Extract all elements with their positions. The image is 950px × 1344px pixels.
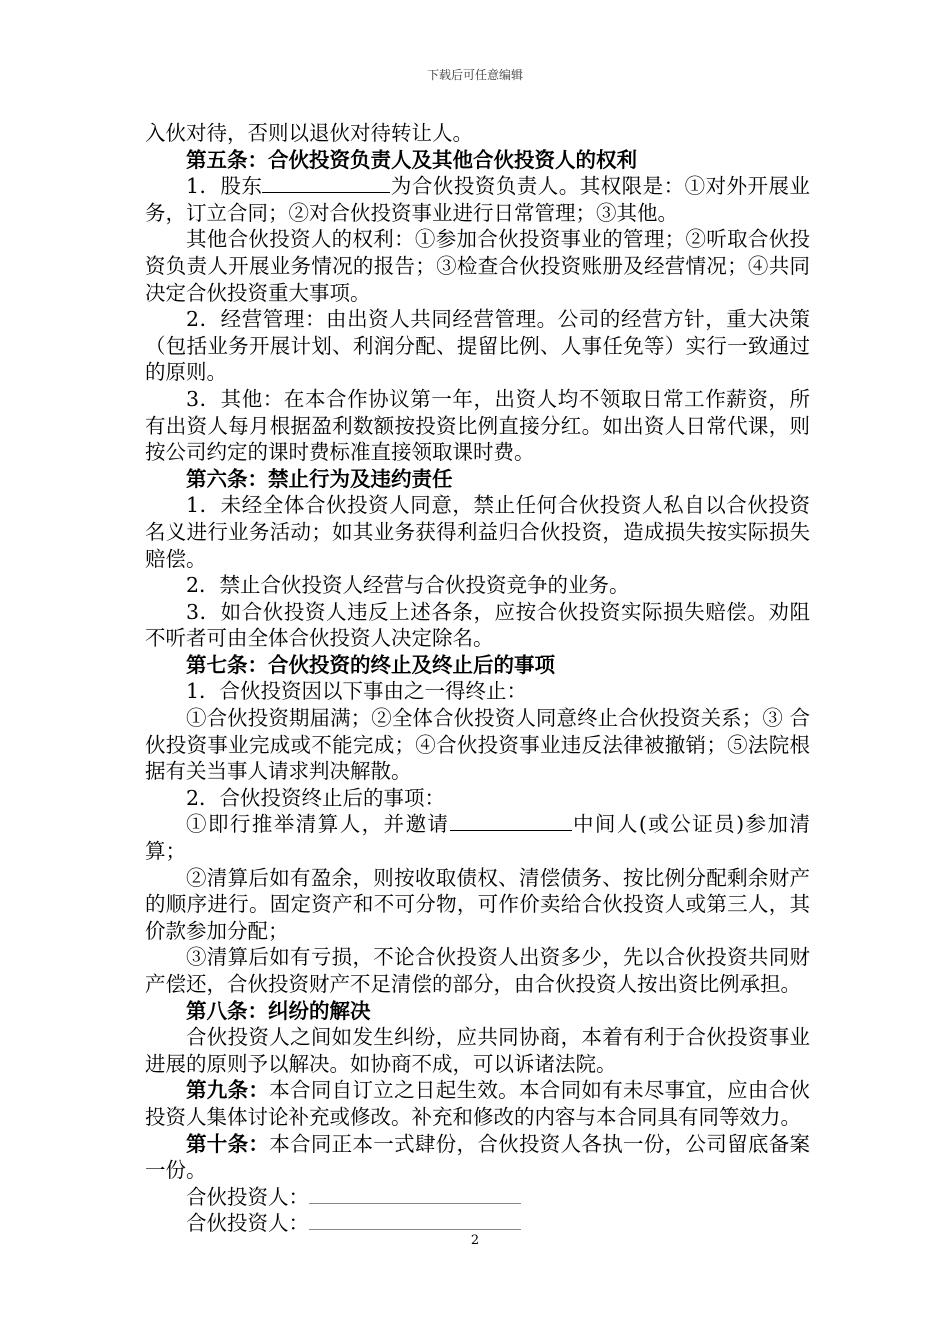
article-6-clause-2: 2．禁止合伙投资人经营与合伙投资竞争的业务。 [186, 573, 630, 598]
article-9-label: 第九条： [186, 1078, 270, 1103]
article-8-title: 第八条：纠纷的解决 [186, 998, 371, 1023]
article-6-clause-1: 1．未经全体合伙投资人同意，禁止任何合伙投资人私自以合伙投资名义进行业务活动；如其业务获得利益归合伙投资，造成损失按实际损失赔偿。 [145, 493, 810, 571]
article-7-clause-2: 2．合伙投资终止后的事项： [186, 785, 446, 810]
article-5-other-rights: 其他合伙投资人的权利：①参加合伙投资事业的管理；②听取合伙投资负责人开展业务情况的报告；③检查合伙投资账册及经营情况；④共同决定合伙投资重大事项。 [145, 227, 810, 305]
article-5-title: 第五条：合伙投资负责人及其他合伙投资人的权利 [186, 147, 637, 172]
article-7-termination-reasons: ①合伙投资期届满；②全体合伙投资人同意终止合伙投资关系；③ 合伙投资事业完成或不能完成；④合伙投资事业违反法律被撤销；⑤法院根据有关当事人请求判决解散。 [145, 706, 810, 784]
article-10 [145, 1131, 810, 1184]
clause-text: 1．股东 [186, 174, 263, 199]
signature-label: 合伙投资人： [186, 1184, 309, 1209]
signature-line-1 [145, 1184, 810, 1211]
article-7-item-2: ②清算后如有盈余，则按收取债权、清偿债务、按比例分配剩余财产的顺序进行。固定资产和不可分物，可作价卖给合伙投资人或第三人，其价款参加分配； [145, 865, 810, 943]
clause-text: 中间人(或公证员)参加清算； [145, 812, 810, 864]
article-10-label: 第十条： [186, 1131, 270, 1156]
article-7-item-3: ③清算后如有亏损，不论合伙投资人出资多少，先以合伙投资共同财产偿还，合伙投资财产不足清偿的部分，由合伙投资人按出资比例承担。 [145, 945, 810, 996]
page-header: 下载后可任意编辑 [426, 68, 523, 82]
clause-text: 为合伙投资负责人。其权限是：①对外开展业务，订立合同；②对合伙投资事业进行日常管理；③其他。 [145, 174, 810, 225]
article-9-text: 本合同自订立之日起生效。本合同如有未尽事宜，应由合伙投资人集体讨论补充或修改。补充和修改的内容与本合同具有同等效力。 [145, 1078, 811, 1129]
article-7-clause-1: 1．合伙投资因以下事由之一得终止： [186, 679, 528, 704]
signature-label: 合伙投资人： [186, 1211, 309, 1236]
signature-blank[interactable] [309, 1185, 521, 1204]
intermediary-name-blank[interactable] [450, 812, 572, 831]
article-7-item-1 [145, 811, 810, 864]
article-9 [145, 1077, 810, 1130]
signature-blank[interactable] [309, 1211, 521, 1230]
article-10-text: 本合同正本一式肆份，合伙投资人各执一份，公司留底备案一份。 [145, 1131, 811, 1183]
shareholder-name-blank[interactable] [262, 174, 390, 193]
article-5-clause-2: 2．经营管理：由出资人共同经营管理。公司的经营方针，重大决策（包括业务开展计划、利润分配、提留比例、人事任免等）实行一致通过的原则。 [145, 307, 810, 385]
clause-text: ①即行推举清算人，并邀请 [186, 812, 450, 837]
article-7-title: 第七条：合伙投资的终止及终止后的事项 [186, 652, 555, 677]
article-8-text: 合伙投资人之间如发生纠纷，应共同协商，本着有利于合伙投资事业进展的原则予以解决。如协商不成，可以诉诸法院。 [145, 1025, 810, 1076]
article-6-clause-3: 3．如合伙投资人违反上述各条，应按合伙投资实际损失赔偿。劝阻不听者可由全体合伙投资人决定除名。 [145, 599, 810, 651]
article-5-clause-3: 3．其他：在本合作协议第一年，出资人均不领取日常工作薪资，所有出资人每月根据盈利数额按投资比例直接分红。如出资人日常代课，则按公司约定的课时费标准直接领取课时费。 [145, 386, 810, 465]
article-5-clause-1 [145, 173, 810, 226]
document-body [145, 120, 810, 1237]
paragraph: 入伙对待，否则以退伙对待转让人。 [145, 121, 473, 145]
article-6-title: 第六条：禁止行为及违约责任 [186, 466, 453, 491]
page-number: 2 [470, 1233, 480, 1248]
